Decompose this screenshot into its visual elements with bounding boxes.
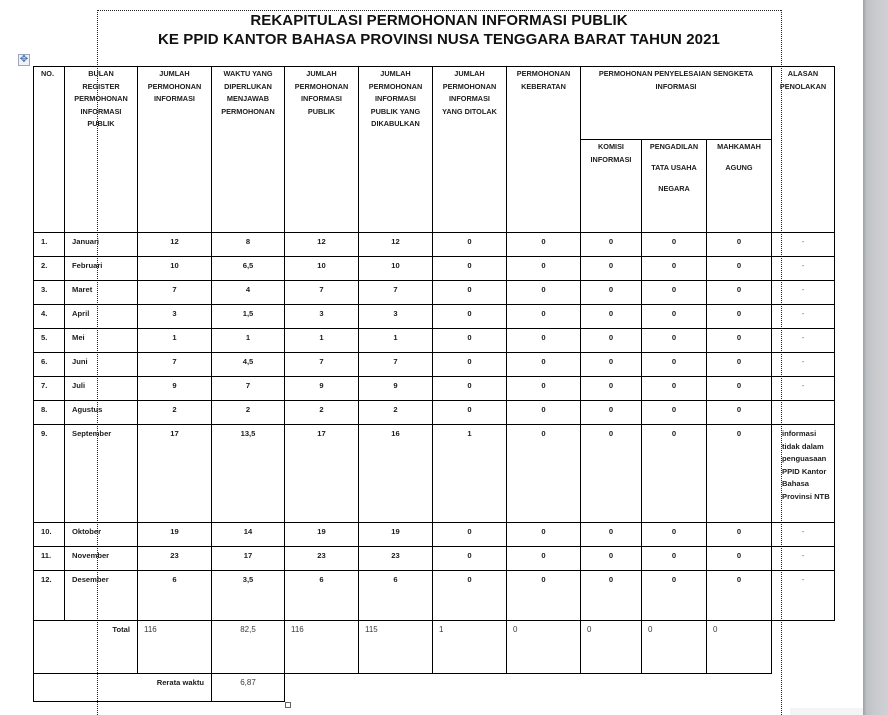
row-alasan: - <box>771 256 835 281</box>
row-dikabulkan: 23 <box>358 546 433 571</box>
row-publik: 10 <box>284 256 359 281</box>
header-waktu-line: MENJAWAB <box>226 94 270 103</box>
header-jumlah-ditolak <box>432 66 507 233</box>
row-waktu: 13,5 <box>211 424 285 523</box>
row-ma: 0 <box>706 546 772 571</box>
row-waktu: 17 <box>211 546 285 571</box>
row-ditolak: 0 <box>432 328 507 353</box>
total-keberatan: 0 <box>506 620 581 674</box>
row-ptun: 0 <box>641 232 707 257</box>
row-keberatan: 0 <box>506 424 581 523</box>
row-waktu: 4,5 <box>211 352 285 377</box>
row-jumlah: 12 <box>137 232 212 257</box>
row-ma: 0 <box>706 522 772 547</box>
row-ma: 0 <box>706 280 772 305</box>
header-keberatan-line: PERMOHONAN <box>516 69 571 78</box>
row-no: 1. <box>33 232 65 257</box>
row-komisi: 0 <box>580 280 642 305</box>
row-jumlah: 10 <box>137 256 212 281</box>
row-alasan: informasi tidak dalam penguasaan PPID Kantor Bahasa Provinsi NTB <box>771 424 835 523</box>
row-month: Maret <box>64 280 138 305</box>
row-keberatan: 0 <box>506 280 581 305</box>
row-publik: 12 <box>284 232 359 257</box>
row-komisi: 0 <box>580 352 642 377</box>
row-dikabulkan: 9 <box>358 376 433 401</box>
row-publik: 1 <box>284 328 359 353</box>
row-komisi: 0 <box>580 256 642 281</box>
header-waktu-line: WAKTU YANG <box>223 69 273 78</box>
row-ditolak: 0 <box>432 570 507 621</box>
row-waktu: 6,5 <box>211 256 285 281</box>
row-alasan: - <box>771 570 835 621</box>
row-komisi: 0 <box>580 328 642 353</box>
page-margin-top <box>97 10 781 11</box>
header-jumlah-ditolak-line: INFORMASI <box>449 94 490 103</box>
row-publik: 7 <box>284 280 359 305</box>
row-ditolak: 0 <box>432 352 507 377</box>
header-jumlah-publik-line: PERMOHONAN <box>294 81 349 91</box>
row-waktu: 14 <box>211 522 285 547</box>
row-no: 3. <box>33 280 65 305</box>
header-jumlah-publik <box>284 66 359 233</box>
row-ptun: 0 <box>641 328 707 353</box>
header-sengketa <box>580 66 772 140</box>
row-jumlah: 6 <box>137 570 212 621</box>
header-jumlah-publik-line: JUMLAH <box>306 69 337 78</box>
header-bulan-register-line: PERMOHONAN <box>74 94 128 103</box>
row-alasan: - <box>771 522 835 547</box>
header-bulan-register-line: BULAN <box>88 69 114 78</box>
row-ptun: 0 <box>641 400 707 425</box>
row-jumlah: 2 <box>137 400 212 425</box>
row-ptun: 0 <box>641 546 707 571</box>
row-komisi: 0 <box>580 400 642 425</box>
row-dikabulkan: 7 <box>358 280 433 305</box>
total-ditolak: 1 <box>432 620 507 674</box>
row-komisi: 0 <box>580 546 642 571</box>
row-waktu: 1 <box>211 328 285 353</box>
row-month: Agustus <box>64 400 138 425</box>
header-komisi-line: INFORMASI <box>590 154 632 164</box>
row-komisi: 0 <box>580 570 642 621</box>
row-ptun: 0 <box>641 376 707 401</box>
total-komisi: 0 <box>580 620 642 674</box>
row-ma: 0 <box>706 424 772 523</box>
total-jumlah: 116 <box>137 620 212 674</box>
row-keberatan: 0 <box>506 256 581 281</box>
row-waktu: 4 <box>211 280 285 305</box>
header-jumlah-permohonan-line: PERMOHONAN <box>147 81 202 91</box>
row-ma: 0 <box>706 376 772 401</box>
row-dikabulkan: 10 <box>358 256 433 281</box>
row-jumlah: 9 <box>137 376 212 401</box>
total-label: Total <box>33 620 138 674</box>
row-alasan: - <box>771 352 835 377</box>
header-jumlah-dikabulkan <box>358 66 433 233</box>
row-publik: 3 <box>284 304 359 329</box>
header-jumlah-dikabulkan-line: JUMLAH <box>380 69 411 78</box>
row-keberatan: 0 <box>506 570 581 621</box>
row-ditolak: 0 <box>432 256 507 281</box>
header-mahkamah <box>706 139 772 233</box>
row-jumlah: 23 <box>137 546 212 571</box>
row-ma: 0 <box>706 400 772 425</box>
header-jumlah-dikabulkan-line: INFORMASI <box>375 94 416 103</box>
row-publik: 9 <box>284 376 359 401</box>
row-month: Juni <box>64 352 138 377</box>
row-alasan: - <box>771 546 835 571</box>
header-mahkamah-line: AGUNG <box>725 163 753 172</box>
header-jumlah-dikabulkan-line: DIKABULKAN <box>371 119 420 128</box>
row-ptun: 0 <box>641 424 707 523</box>
header-bulan-register-line: INFORMASI <box>80 106 122 116</box>
row-ma: 0 <box>706 232 772 257</box>
row-jumlah: 7 <box>137 352 212 377</box>
row-komisi: 0 <box>580 304 642 329</box>
row-ditolak: 0 <box>432 280 507 305</box>
vertical-scrollbar[interactable] <box>863 0 888 715</box>
row-jumlah: 17 <box>137 424 212 523</box>
header-jumlah-dikabulkan-line: PERMOHONAN <box>368 81 423 91</box>
row-keberatan: 0 <box>506 376 581 401</box>
row-month: September <box>64 424 138 523</box>
row-dikabulkan: 12 <box>358 232 433 257</box>
row-month: Januari <box>64 232 138 257</box>
document-title-line2: KE PPID KANTOR BAHASA PROVINSI NUSA TENGGARA BARAT TAHUN 2021 <box>158 31 720 48</box>
row-ptun: 0 <box>641 304 707 329</box>
row-alasan: - <box>771 376 835 401</box>
row-publik: 19 <box>284 522 359 547</box>
row-no: 2. <box>33 256 65 281</box>
header-ptun <box>641 139 707 233</box>
row-keberatan: 0 <box>506 400 581 425</box>
row-no: 6. <box>33 352 65 377</box>
header-keberatan-line: KEBERATAN <box>521 81 566 91</box>
row-keberatan: 0 <box>506 232 581 257</box>
row-no: 12. <box>33 570 65 621</box>
row-dikabulkan: 16 <box>358 424 433 523</box>
total-ptun: 0 <box>641 620 707 674</box>
row-month: Mei <box>64 328 138 353</box>
row-publik: 6 <box>284 570 359 621</box>
row-alasan <box>771 400 835 425</box>
header-ptun-line: NEGARA <box>658 184 690 193</box>
row-dikabulkan: 7 <box>358 352 433 377</box>
row-jumlah: 19 <box>137 522 212 547</box>
row-komisi: 0 <box>580 424 642 523</box>
row-month: Februari <box>64 256 138 281</box>
row-no: 10. <box>33 522 65 547</box>
header-no: NO. <box>33 66 65 233</box>
table-resize-icon[interactable] <box>285 702 291 708</box>
row-alasan: - <box>771 328 835 353</box>
rerata-label: Rerata waktu <box>33 673 212 702</box>
header-ptun-line: PENGADILAN <box>649 142 699 151</box>
row-ma: 0 <box>706 570 772 621</box>
row-waktu: 3,5 <box>211 570 285 621</box>
document-title-line1: REKAPITULASI PERMOHONAN INFORMASI PUBLIK <box>250 12 628 29</box>
total-publik: 116 <box>284 620 359 674</box>
row-komisi: 0 <box>580 376 642 401</box>
row-ma: 0 <box>706 328 772 353</box>
row-waktu: 7 <box>211 376 285 401</box>
header-jumlah-ditolak-line: JUMLAH <box>454 69 485 78</box>
header-alasan-line: ALASAN <box>787 69 819 78</box>
row-ptun: 0 <box>641 280 707 305</box>
row-ptun: 0 <box>641 522 707 547</box>
row-no: 5. <box>33 328 65 353</box>
row-month: Desember <box>64 570 138 621</box>
row-publik: 17 <box>284 424 359 523</box>
row-komisi: 0 <box>580 232 642 257</box>
row-month: Oktober <box>64 522 138 547</box>
row-month: Juli <box>64 376 138 401</box>
row-ditolak: 0 <box>432 232 507 257</box>
header-komisi <box>580 139 642 233</box>
status-strip <box>790 708 863 715</box>
header-jumlah-publik-line: PUBLIK <box>307 106 336 116</box>
row-keberatan: 0 <box>506 522 581 547</box>
table-move-icon[interactable]: ✥ <box>19 54 29 65</box>
header-jumlah-ditolak-line: PERMOHONAN <box>442 81 497 91</box>
row-no: 11. <box>33 546 65 571</box>
row-ma: 0 <box>706 352 772 377</box>
row-keberatan: 0 <box>506 304 581 329</box>
header-jumlah-permohonan <box>137 66 212 233</box>
header-sengketa-line: PERMOHONAN PENYELESAIAN SENGKETA <box>598 69 754 78</box>
row-komisi: 0 <box>580 522 642 547</box>
total-ma: 0 <box>706 620 772 674</box>
row-waktu: 2 <box>211 400 285 425</box>
row-dikabulkan: 6 <box>358 570 433 621</box>
row-ditolak: 1 <box>432 424 507 523</box>
row-alasan: - <box>771 232 835 257</box>
row-jumlah: 3 <box>137 304 212 329</box>
row-waktu: 8 <box>211 232 285 257</box>
row-ptun: 0 <box>641 256 707 281</box>
header-waktu-line: PERMOHONAN <box>221 106 275 116</box>
header-ptun-line: TATA USAHA <box>651 163 697 172</box>
row-no: 7. <box>33 376 65 401</box>
row-ma: 0 <box>706 256 772 281</box>
row-ma: 0 <box>706 304 772 329</box>
total-waktu: 82,5 <box>211 620 285 674</box>
header-komisi-line: KOMISI <box>598 142 624 151</box>
header-mahkamah-line: MAHKAMAH <box>717 142 761 151</box>
header-waktu <box>211 66 285 233</box>
row-dikabulkan: 1 <box>358 328 433 353</box>
row-ditolak: 0 <box>432 400 507 425</box>
rerata-value: 6,87 <box>211 673 285 702</box>
row-dikabulkan: 19 <box>358 522 433 547</box>
total-dikabulkan: 115 <box>358 620 433 674</box>
row-month: November <box>64 546 138 571</box>
row-jumlah: 1 <box>137 328 212 353</box>
row-jumlah: 7 <box>137 280 212 305</box>
header-jumlah-permohonan-line: JUMLAH <box>159 69 190 78</box>
row-publik: 2 <box>284 400 359 425</box>
header-sengketa-line: INFORMASI <box>655 81 697 91</box>
header-bulan-register <box>64 66 138 233</box>
row-ditolak: 0 <box>432 304 507 329</box>
row-dikabulkan: 2 <box>358 400 433 425</box>
row-waktu: 1,5 <box>211 304 285 329</box>
header-keberatan <box>506 66 581 233</box>
header-alasan-line: PENOLAKAN <box>779 81 827 91</box>
header-bulan-register-line: PUBLIK <box>87 119 115 128</box>
row-keberatan: 0 <box>506 328 581 353</box>
row-alasan: - <box>771 280 835 305</box>
header-alasan <box>771 66 835 233</box>
row-publik: 23 <box>284 546 359 571</box>
row-no: 9. <box>33 424 65 523</box>
row-alasan: - <box>771 304 835 329</box>
row-ditolak: 0 <box>432 522 507 547</box>
row-no: 8. <box>33 400 65 425</box>
row-ditolak: 0 <box>432 546 507 571</box>
header-waktu-line: DIPERLUKAN <box>224 81 272 91</box>
row-publik: 7 <box>284 352 359 377</box>
row-keberatan: 0 <box>506 352 581 377</box>
row-ptun: 0 <box>641 570 707 621</box>
header-bulan-register-line: REGISTER <box>82 81 120 91</box>
row-no: 4. <box>33 304 65 329</box>
row-dikabulkan: 3 <box>358 304 433 329</box>
row-ditolak: 0 <box>432 376 507 401</box>
row-keberatan: 0 <box>506 546 581 571</box>
row-month: April <box>64 304 138 329</box>
header-jumlah-ditolak-line: YANG DITOLAK <box>442 106 497 116</box>
header-jumlah-publik-line: INFORMASI <box>301 94 342 103</box>
header-jumlah-dikabulkan-line: PUBLIK YANG <box>370 106 421 116</box>
row-ptun: 0 <box>641 352 707 377</box>
header-jumlah-permohonan-line: INFORMASI <box>154 94 195 103</box>
